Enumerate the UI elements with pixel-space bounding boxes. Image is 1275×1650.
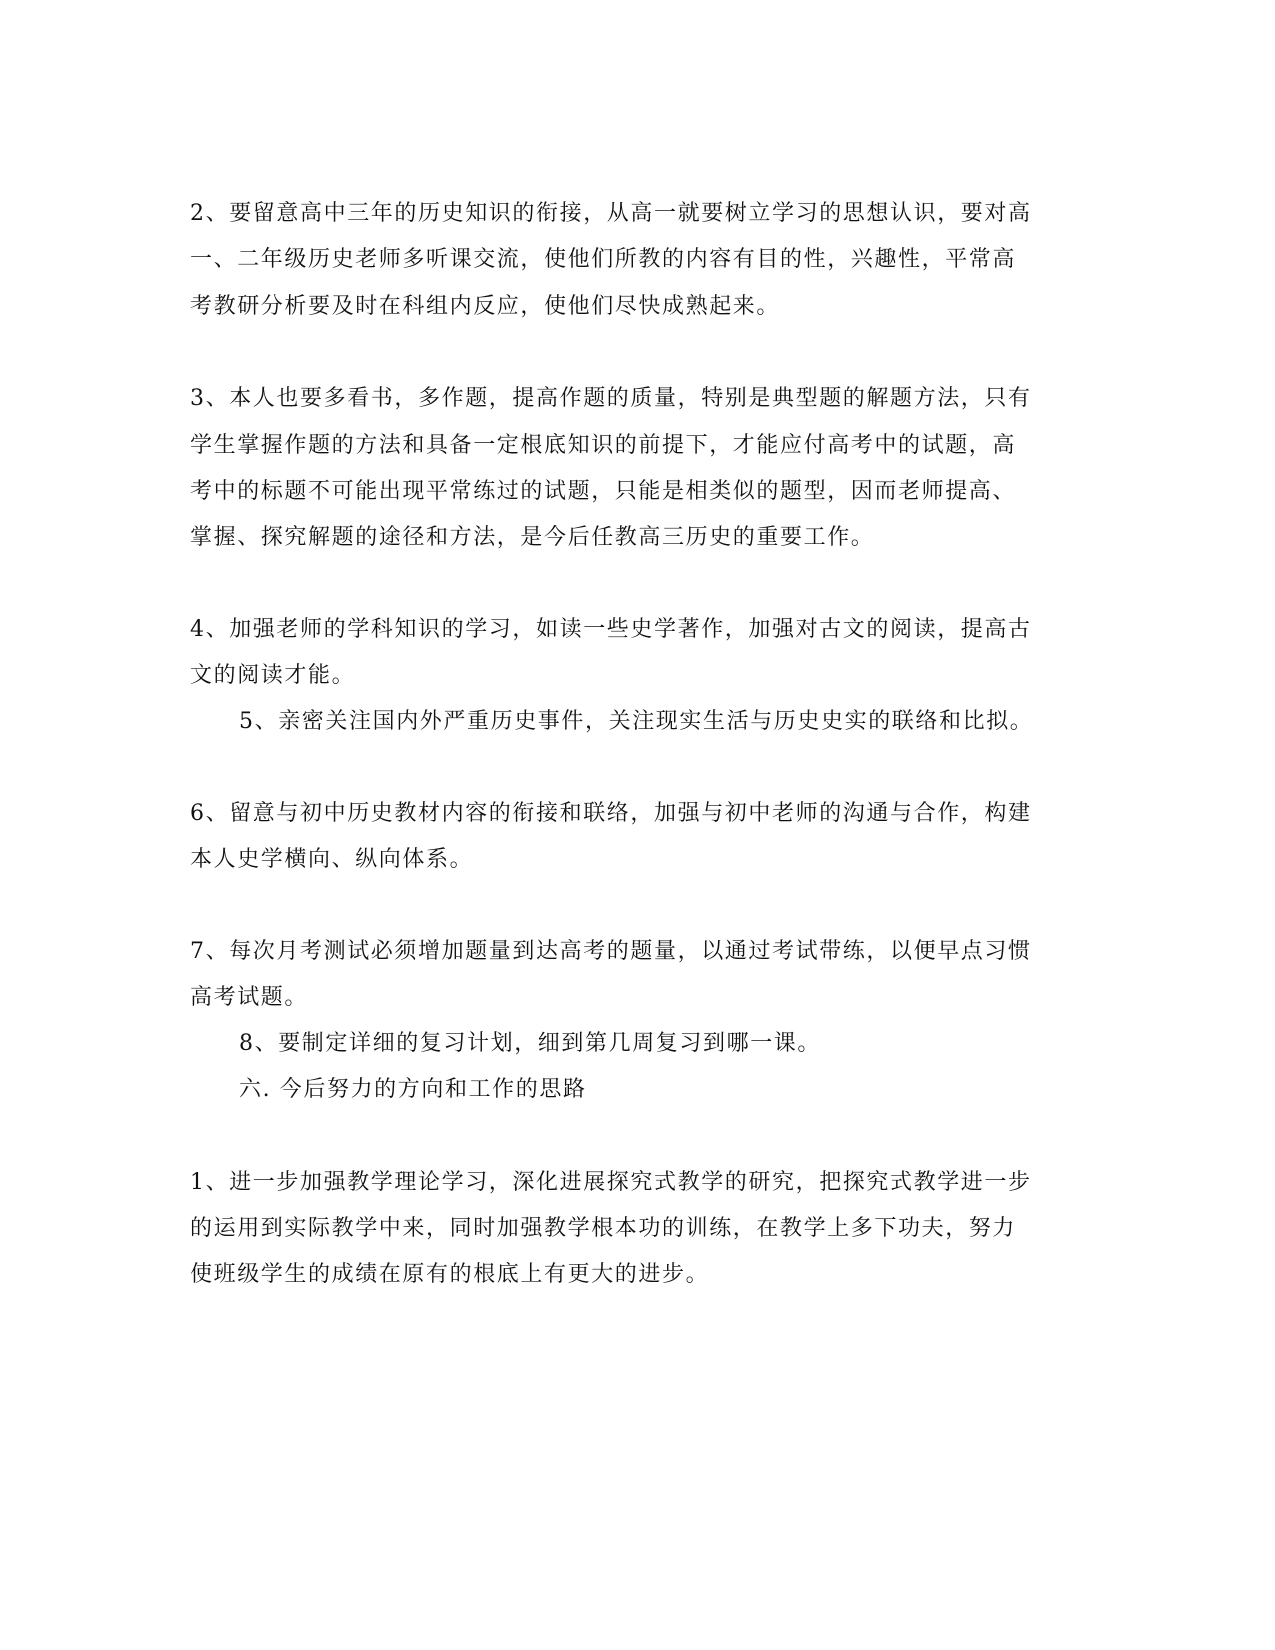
text-line: 学生掌握作题的方法和具备一定根底知识的前提下，才能应付高考中的试题，高 (190, 433, 1017, 458)
text-line: 7、每次月考测试必须增加题量到达高考的题量，以通过考试带练，以便早点习惯 (190, 939, 1032, 964)
text-line: 一、二年级历史老师多听课交流，使他们所教的内容有目的性，兴趣性，平常高 (190, 247, 1017, 272)
text-line: 高考试题。 (190, 985, 309, 1010)
text-line: 本人史学横向、纵向体系。 (190, 847, 474, 872)
text-line: 4、加强老师的学科知识的学习，如读一些史学著作，加强对古文的阅读，提高古 (190, 617, 1032, 642)
text-line: 考教研分析要及时在科组内反应，使他们尽快成熟起来。 (190, 294, 781, 319)
text-line: 6、留意与初中历史教材内容的衔接和联络，加强与初中老师的沟通与合作，构建 (190, 801, 1032, 826)
text-line: 使班级学生的成绩在原有的根底上有更大的进步。 (190, 1262, 710, 1287)
text-line: 的运用到实际教学中来，同时加强教学根本功的训练，在教学上多下功夫，努力 (190, 1216, 1017, 1241)
text-line: 1、进一步加强教学理论学习，深化进展探究式教学的研究，把探究式教学进一步 (190, 1170, 1032, 1195)
section-title: 六. 今后努力的方向和工作的思路 (239, 1077, 587, 1102)
text-line: 掌握、探究解题的途径和方法，是今后任教高三历史的重要工作。 (190, 525, 875, 550)
text-line: 8、要制定详细的复习计划，细到第几周复习到哪一课。 (239, 1031, 821, 1056)
text-line: 5、亲密关注国内外严重历史事件，关注现实生活与历史史实的联络和比拟。 (239, 709, 1034, 734)
text-line: 考中的标题不可能出现平常练过的试题，只能是相类似的题型，因而老师提高、 (190, 479, 1017, 504)
text-line: 2、要留意高中三年的历史知识的衔接，从高一就要树立学习的思想认识，要对高 (190, 201, 1032, 226)
text-line: 3、本人也要多看书，多作题，提高作题的质量，特别是典型题的解题方法，只有 (190, 386, 1032, 411)
text-line: 文的阅读才能。 (190, 663, 356, 688)
